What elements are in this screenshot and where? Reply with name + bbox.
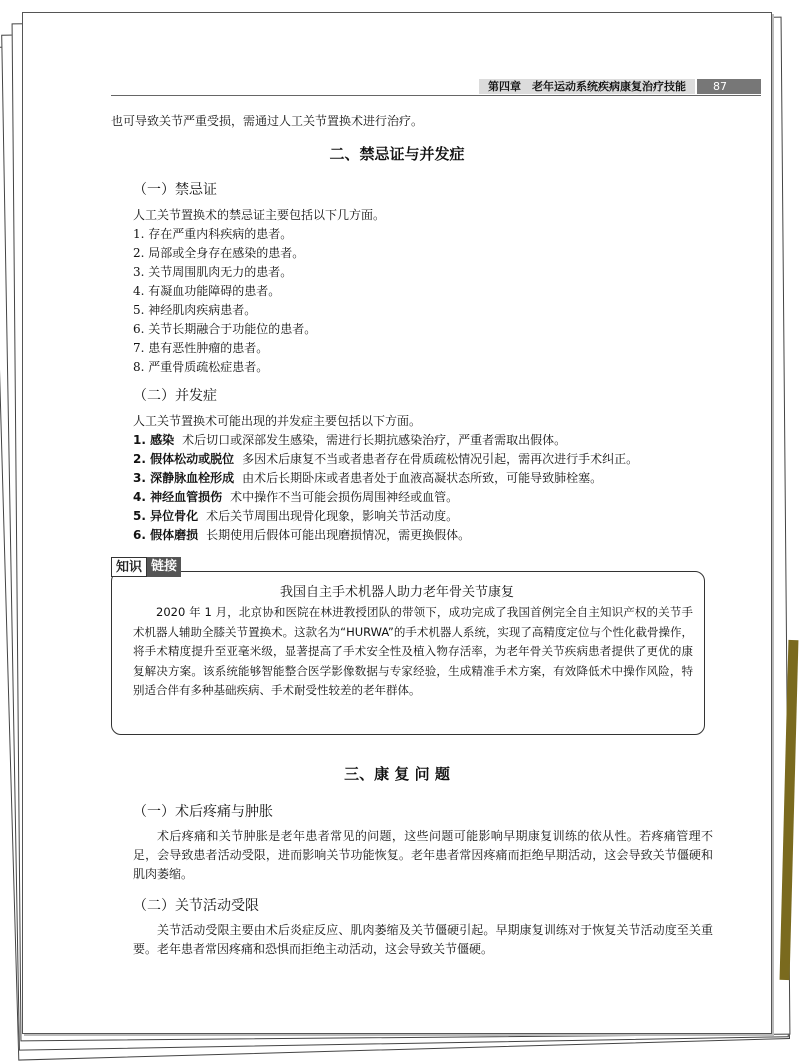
mobility-paragraph: 关节活动受限主要由术后炎症反应、肌肉萎缩及关节僵硬引起。早期康复训练对于恢复关节活动度至关重要。老年患者常因疼痛和恐惧而拒绝主动活动，这会导致关节僵硬。 [133, 923, 713, 956]
complication-term: 4. 神经血管损伤 [133, 490, 223, 504]
list-item [133, 431, 638, 450]
list-item [133, 450, 638, 469]
book-page [22, 12, 772, 1034]
complication-desc: 长期使用后假体可能出现磨损情况，需更换假体。 [206, 528, 471, 542]
knowledge-link-label [111, 557, 181, 577]
list-item: 3. 关节周围肌肉无力的患者。 [133, 265, 293, 279]
complication-desc: 术后关节周围出现骨化现象，影响关节活动度。 [206, 509, 459, 523]
pain-heading: （一）术后疼痛与肿胀 [133, 804, 273, 820]
knowledge-box-title: 我国自主手术机器人助力老年骨关节康复 [279, 585, 514, 600]
complication-term: 2. 假体松动或脱位 [133, 452, 235, 466]
pain-paragraph: 术后疼痛和关节肿胀是老年患者常见的问题，这些问题可能影响早期康复训练的依从性。若疼痛管理不足，会导致患者活动受限，进而影响关节功能恢复。老年患者常因疼痛而拒绝早期活动，这会导致关节僵硬和肌肉萎缩。 [133, 829, 713, 881]
page-number: 87 [697, 79, 761, 94]
chapter-header-title: 第四章 老年运动系统疾病康复治疗技能 [479, 79, 695, 94]
complication-desc: 术后切口或深部发生感染，需进行长期抗感染治疗，严重者需取出假体。 [182, 433, 567, 447]
knowledge-label-a: 知识 [111, 557, 147, 577]
knowledge-label-b: 链接 [147, 557, 181, 577]
complication-desc: 术中操作不当可能会损伤周围神经或血管。 [230, 490, 459, 504]
list-item: 7. 患有恶性肿瘤的患者。 [133, 341, 269, 355]
section-3-title: 三、康 复 问 题 [344, 765, 450, 783]
mobility-heading: （二）关节活动受限 [133, 898, 259, 914]
complication-term: 6. 假体磨损 [133, 528, 199, 542]
intro-line: 也可导致关节严重受损，需通过人工关节置换术进行治疗。 [111, 114, 424, 128]
complications-intro: 人工关节置换术可能出现的并发症主要包括以下方面。 [133, 414, 422, 428]
complication-term: 1. 感染 [133, 433, 175, 447]
contraindications-list [133, 225, 316, 377]
list-item: 5. 神经肌肉疾病患者。 [133, 303, 257, 317]
header-rule [111, 95, 761, 96]
complication-desc: 由术后长期卧床或者患者处于血液高凝状态所致，可能导致肺栓塞。 [242, 471, 603, 485]
complication-term: 5. 异位骨化 [133, 509, 199, 523]
contraindications-intro: 人工关节置换术的禁忌证主要包括以下几方面。 [133, 208, 386, 222]
list-item: 4. 有凝血功能障碍的患者。 [133, 284, 281, 298]
list-item: 2. 局部或全身存在感染的患者。 [133, 246, 305, 260]
list-item [133, 469, 638, 488]
contraindications-heading: （一）禁忌证 [133, 182, 217, 198]
complication-term: 3. 深静脉血栓形成 [133, 471, 235, 485]
knowledge-box-body: 2020 年 1 月，北京协和医院在林进教授团队的带领下，成功完成了我国首例完全自主知识产权的关节手术机器人辅助全膝关节置换术。这款名为“HURWA”的手术机器人系统，实现了高精度定位与个性化截骨操作，将手术精度提升至亚毫米级，显著提高了手术安全性及植入物存活率，为老年骨关节疾病患者提供了更优的康复解决方案。该系统能够智能整合医学影像数据与专家经验，生成精准手术方案，有效降低术中操作风险，特别适合伴有多种基础疾病、手术耐受性较差的老年群体。 [133, 605, 693, 697]
list-item: 1. 存在严重内科疾病的患者。 [133, 227, 293, 241]
complications-list [133, 431, 638, 545]
section-2-title: 二、禁忌证与并发症 [329, 145, 465, 163]
complications-heading: （二）并发症 [133, 388, 217, 404]
list-item [133, 507, 638, 526]
complication-desc: 多因术后康复不当或者患者存在骨质疏松情况引起，需再次进行手术纠正。 [242, 452, 639, 466]
list-item [133, 526, 638, 545]
list-item: 8. 严重骨质疏松症患者。 [133, 360, 269, 374]
list-item: 6. 关节长期融合于功能位的患者。 [133, 322, 317, 336]
list-item [133, 488, 638, 507]
